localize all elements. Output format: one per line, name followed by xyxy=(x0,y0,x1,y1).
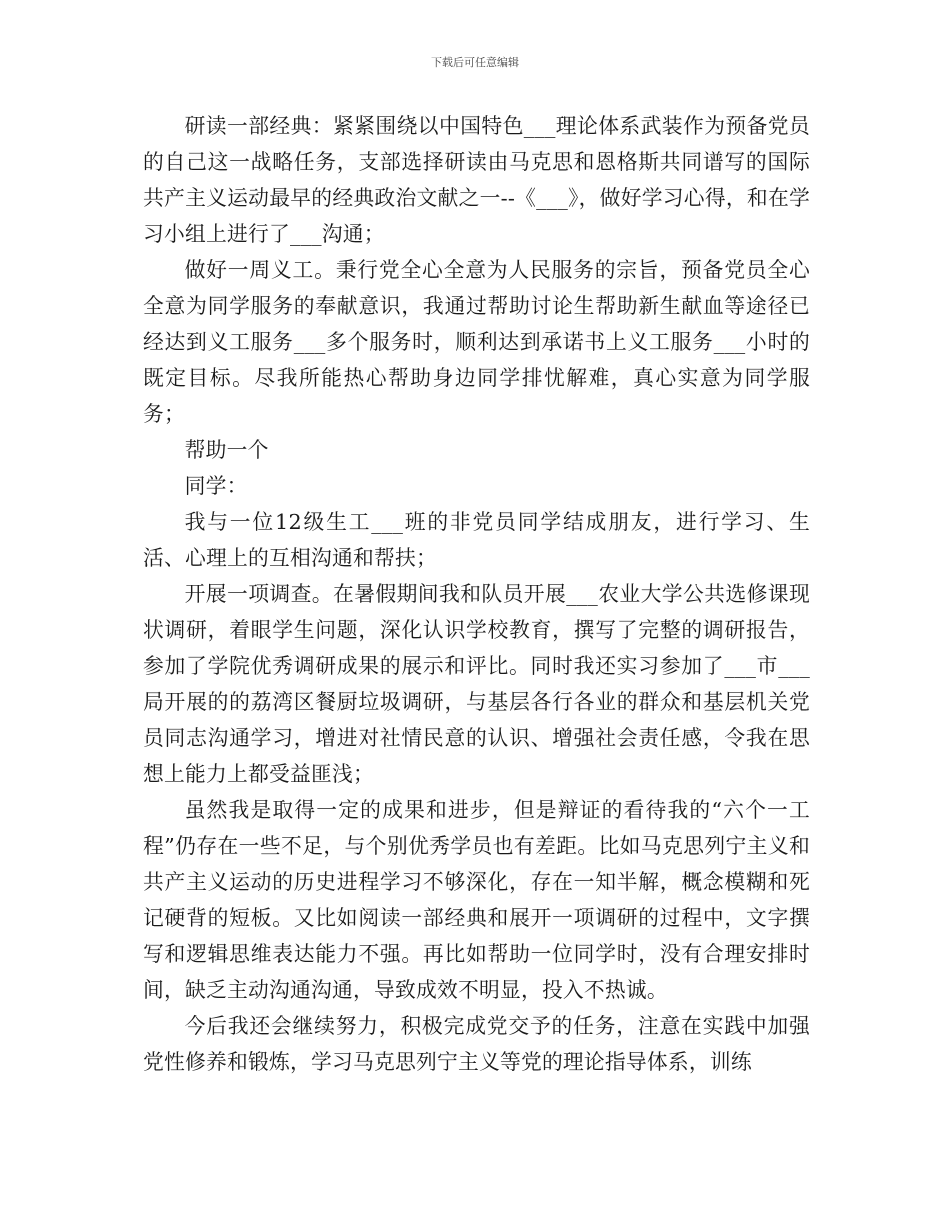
paragraph-future-plan: 今后我还会继续努力，积极完成党交予的任务，注意在实践中加强党性修养和锻炼，学习马克思列宁主义等党的理论指导体系，训练 xyxy=(143,1014,810,1074)
paragraph-classmate: 同学： xyxy=(184,474,248,498)
page-header: 下载后可任意编辑 xyxy=(431,56,519,69)
paragraph-volunteer-work: 做好一周义工。秉行党全心全意为人民服务的宗旨，预备党员全心全意为同学服务的奉献意识，我通过帮助讨论生帮助新生献血等途径已经达到义工服务___多个服务时，顺利达到承诺书上义工服务___小时的既定目标。尽我所能热心帮助身边同学排忧解难，真心实意为同学服务； xyxy=(143,258,810,426)
paragraph-survey: 开展一项调查。在暑假期间我和队员开展___农业大学公共选修课现状调研，着眼学生问题，深化认识学校教育，撰写了完整的调研报告，参加了学院优秀调研成果的展示和评比。同时我还实习参加了___市___局开展的的荔湾区餐厨垃圾调研，与基层各行各业的群众和基层机关党员同志沟通学习，增进对社情民意的认识、增强社会责任感，令我在思想上能力上都受益匪浅； xyxy=(143,582,810,786)
paragraph-study-classic: 研读一部经典：紧紧围绕以中国特色___理论体系武装作为预备党员的自己这一战略任务，支部选择研读由马克思和恩格斯共同谱写的国际共产主义运动最早的经典政治文献之一--《___》，做好学习心得，和在学习小组上进行了___沟通； xyxy=(143,114,810,246)
paragraph-help-one: 帮助一个 xyxy=(184,438,269,462)
paragraph-friend-help: 我与一位12级生工___班的非党员同学结成朋友，进行学习、生活、心理上的互相沟通和帮扶； xyxy=(143,510,810,570)
paragraph-shortcomings: 虽然我是取得一定的成果和进步，但是辩证的看待我的“六个一工程”仍存在一些不足，与个别优秀学员也有差距。比如马克思列宁主义和共产主义运动的历史进程学习不够深化，存在一知半解，概念模糊和死记硬背的短板。又比如阅读一部经典和展开一项调研的过程中，文字撰写和逻辑思维表达能力不强。再比如帮助一位同学时，没有合理安排时间，缺乏主动沟通沟通，导致成效不明显，投入不热诚。 xyxy=(143,798,810,1002)
document-body xyxy=(143,108,810,1080)
